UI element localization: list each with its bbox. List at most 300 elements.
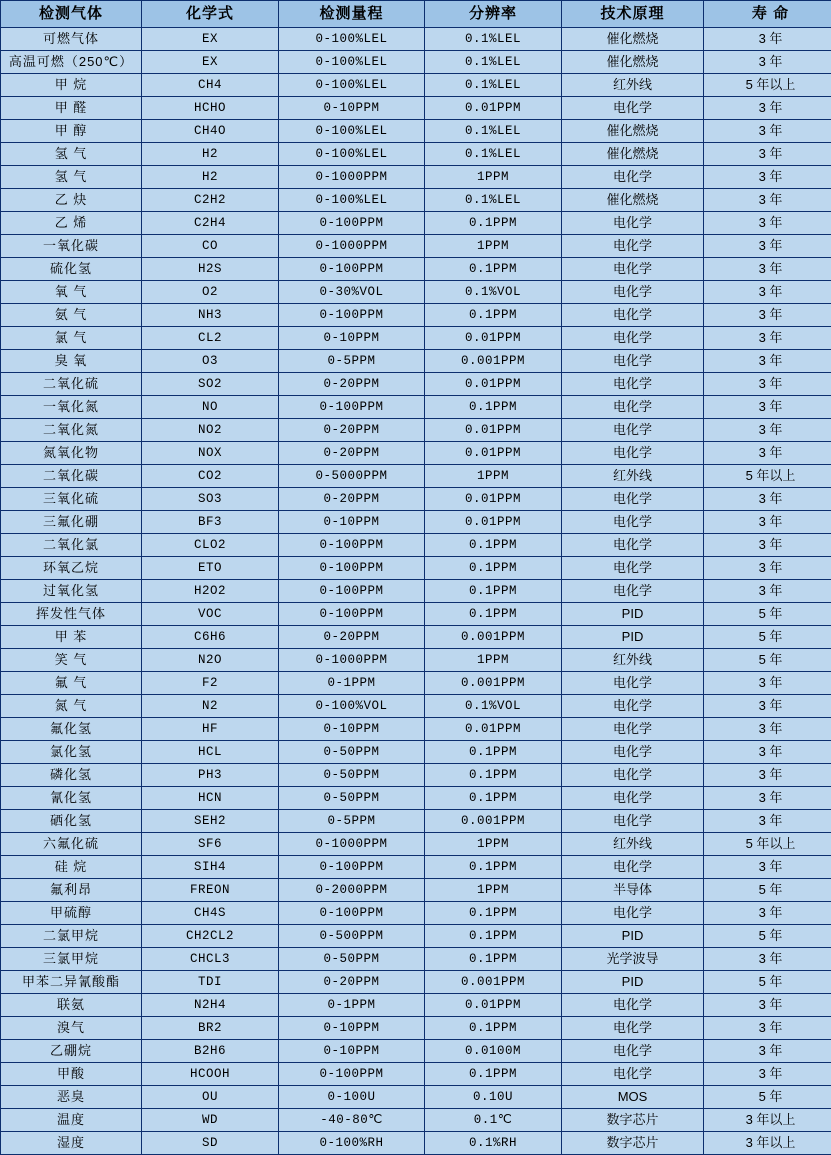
table-row bbox=[1, 557, 831, 580]
table-row bbox=[1, 120, 831, 143]
cell-range: 0-20PPM bbox=[279, 626, 425, 649]
cell-resolution: 0.1PPM bbox=[425, 856, 562, 879]
cell-range: 0-10PPM bbox=[279, 97, 425, 120]
table-row bbox=[1, 787, 831, 810]
cell-gas-name: 乙硼烷 bbox=[1, 1040, 142, 1063]
table-row bbox=[1, 235, 831, 258]
cell-gas-name: 氧 气 bbox=[1, 281, 142, 304]
cell-resolution: 0.10U bbox=[425, 1086, 562, 1109]
cell-formula: B2H6 bbox=[142, 1040, 279, 1063]
table-row bbox=[1, 994, 831, 1017]
cell-principle: 电化学 bbox=[562, 235, 704, 258]
cell-principle: 电化学 bbox=[562, 511, 704, 534]
cell-range: 0-100PPM bbox=[279, 603, 425, 626]
cell-range: 0-100%LEL bbox=[279, 51, 425, 74]
cell-gas-name: 氟化氢 bbox=[1, 718, 142, 741]
table-row bbox=[1, 327, 831, 350]
cell-principle: 电化学 bbox=[562, 1063, 704, 1086]
cell-lifetime: 3 年 bbox=[704, 1040, 831, 1063]
table-row bbox=[1, 695, 831, 718]
table-row bbox=[1, 97, 831, 120]
cell-gas-name: 过氧化氢 bbox=[1, 580, 142, 603]
cell-gas-name: 联氨 bbox=[1, 994, 142, 1017]
cell-lifetime: 3 年 bbox=[704, 695, 831, 718]
table-row bbox=[1, 764, 831, 787]
cell-gas-name: 溴气 bbox=[1, 1017, 142, 1040]
table-row bbox=[1, 741, 831, 764]
cell-formula: C6H6 bbox=[142, 626, 279, 649]
cell-principle: 电化学 bbox=[562, 764, 704, 787]
cell-gas-name: 臭 氧 bbox=[1, 350, 142, 373]
cell-range: 0-100PPM bbox=[279, 534, 425, 557]
cell-gas-name: 挥发性气体 bbox=[1, 603, 142, 626]
table-row bbox=[1, 856, 831, 879]
cell-range: 0-10PPM bbox=[279, 327, 425, 350]
table-header bbox=[1, 1, 831, 28]
cell-formula: C2H2 bbox=[142, 189, 279, 212]
cell-resolution: 0.0100M bbox=[425, 1040, 562, 1063]
cell-lifetime: 5 年 bbox=[704, 603, 831, 626]
cell-principle: 电化学 bbox=[562, 373, 704, 396]
cell-range: 0-10PPM bbox=[279, 1040, 425, 1063]
table-row bbox=[1, 902, 831, 925]
cell-lifetime: 3 年 bbox=[704, 580, 831, 603]
cell-gas-name: 氯 气 bbox=[1, 327, 142, 350]
cell-principle: 电化学 bbox=[562, 281, 704, 304]
table-row bbox=[1, 281, 831, 304]
cell-formula: O2 bbox=[142, 281, 279, 304]
cell-resolution: 0.01PPM bbox=[425, 327, 562, 350]
cell-gas-name: 甲苯二异氰酸酯 bbox=[1, 971, 142, 994]
cell-gas-name: 二氧化氮 bbox=[1, 419, 142, 442]
cell-formula: SF6 bbox=[142, 833, 279, 856]
cell-gas-name: 甲酸 bbox=[1, 1063, 142, 1086]
cell-resolution: 0.1%LEL bbox=[425, 189, 562, 212]
cell-principle: MOS bbox=[562, 1086, 704, 1109]
table-row bbox=[1, 718, 831, 741]
cell-range: 0-100U bbox=[279, 1086, 425, 1109]
cell-principle: 电化学 bbox=[562, 810, 704, 833]
cell-lifetime: 3 年 bbox=[704, 741, 831, 764]
column-header-range: 检测量程 bbox=[279, 1, 425, 28]
table-row bbox=[1, 304, 831, 327]
table-row bbox=[1, 1040, 831, 1063]
cell-gas-name: 六氟化硫 bbox=[1, 833, 142, 856]
cell-gas-name: 一氧化碳 bbox=[1, 235, 142, 258]
cell-resolution: 0.1PPM bbox=[425, 258, 562, 281]
cell-resolution: 0.1%LEL bbox=[425, 28, 562, 51]
cell-lifetime: 3 年 bbox=[704, 1063, 831, 1086]
cell-range: 0-100%LEL bbox=[279, 143, 425, 166]
cell-lifetime: 5 年以上 bbox=[704, 465, 831, 488]
cell-lifetime: 3 年 bbox=[704, 166, 831, 189]
cell-resolution: 0.001PPM bbox=[425, 672, 562, 695]
cell-range: 0-100PPM bbox=[279, 212, 425, 235]
table-row bbox=[1, 1086, 831, 1109]
cell-lifetime: 3 年 bbox=[704, 787, 831, 810]
cell-range: 0-10PPM bbox=[279, 718, 425, 741]
table-row bbox=[1, 488, 831, 511]
cell-resolution: 0.1%LEL bbox=[425, 143, 562, 166]
cell-formula: TDI bbox=[142, 971, 279, 994]
cell-lifetime: 5 年 bbox=[704, 925, 831, 948]
cell-resolution: 0.01PPM bbox=[425, 511, 562, 534]
cell-range: 0-100%RH bbox=[279, 1132, 425, 1155]
table-row bbox=[1, 833, 831, 856]
table-row bbox=[1, 810, 831, 833]
cell-gas-name: 二氧化氯 bbox=[1, 534, 142, 557]
table-row bbox=[1, 442, 831, 465]
table-row bbox=[1, 258, 831, 281]
cell-principle: PID bbox=[562, 626, 704, 649]
cell-lifetime: 3 年 bbox=[704, 902, 831, 925]
table-row bbox=[1, 879, 831, 902]
cell-formula: CLO2 bbox=[142, 534, 279, 557]
cell-principle: 电化学 bbox=[562, 212, 704, 235]
cell-formula: HF bbox=[142, 718, 279, 741]
cell-principle: 电化学 bbox=[562, 488, 704, 511]
cell-gas-name: 恶臭 bbox=[1, 1086, 142, 1109]
cell-range: 0-100PPM bbox=[279, 557, 425, 580]
cell-gas-name: 环氧乙烷 bbox=[1, 557, 142, 580]
cell-resolution: 0.1%LEL bbox=[425, 120, 562, 143]
cell-lifetime: 5 年 bbox=[704, 879, 831, 902]
cell-gas-name: 氨 气 bbox=[1, 304, 142, 327]
cell-formula: EX bbox=[142, 28, 279, 51]
table-row bbox=[1, 189, 831, 212]
cell-range: 0-50PPM bbox=[279, 764, 425, 787]
cell-gas-name: 氮氧化物 bbox=[1, 442, 142, 465]
cell-resolution: 0.01PPM bbox=[425, 97, 562, 120]
cell-principle: 电化学 bbox=[562, 396, 704, 419]
cell-formula: HCL bbox=[142, 741, 279, 764]
cell-principle: 电化学 bbox=[562, 856, 704, 879]
cell-lifetime: 3 年 bbox=[704, 810, 831, 833]
cell-principle: 光学波导 bbox=[562, 948, 704, 971]
cell-lifetime: 5 年 bbox=[704, 1086, 831, 1109]
cell-lifetime: 3 年 bbox=[704, 212, 831, 235]
cell-range: 0-1000PPM bbox=[279, 235, 425, 258]
cell-range: 0-100PPM bbox=[279, 258, 425, 281]
cell-range: 0-20PPM bbox=[279, 971, 425, 994]
table-row bbox=[1, 1063, 831, 1086]
cell-resolution: 1PPM bbox=[425, 166, 562, 189]
cell-gas-name: 氢 气 bbox=[1, 143, 142, 166]
cell-range: 0-100PPM bbox=[279, 304, 425, 327]
cell-lifetime: 3 年 bbox=[704, 672, 831, 695]
cell-principle: 电化学 bbox=[562, 442, 704, 465]
cell-principle: 电化学 bbox=[562, 902, 704, 925]
cell-gas-name: 笑 气 bbox=[1, 649, 142, 672]
table-row bbox=[1, 465, 831, 488]
cell-lifetime: 5 年以上 bbox=[704, 833, 831, 856]
cell-formula: PH3 bbox=[142, 764, 279, 787]
table-row bbox=[1, 672, 831, 695]
cell-principle: 电化学 bbox=[562, 672, 704, 695]
cell-principle: 红外线 bbox=[562, 833, 704, 856]
cell-gas-name: 氢 气 bbox=[1, 166, 142, 189]
cell-formula: BR2 bbox=[142, 1017, 279, 1040]
cell-lifetime: 3 年 bbox=[704, 373, 831, 396]
cell-resolution: 0.1%RH bbox=[425, 1132, 562, 1155]
column-header-formula: 化学式 bbox=[142, 1, 279, 28]
cell-range: 0-100PPM bbox=[279, 1063, 425, 1086]
cell-gas-name: 氰化氢 bbox=[1, 787, 142, 810]
cell-lifetime: 5 年以上 bbox=[704, 74, 831, 97]
cell-principle: 电化学 bbox=[562, 994, 704, 1017]
cell-formula: C2H4 bbox=[142, 212, 279, 235]
cell-range: 0-50PPM bbox=[279, 741, 425, 764]
table-row bbox=[1, 580, 831, 603]
cell-lifetime: 3 年 bbox=[704, 764, 831, 787]
cell-resolution: 0.1%LEL bbox=[425, 74, 562, 97]
column-header-gas-name: 检测气体 bbox=[1, 1, 142, 28]
cell-lifetime: 3 年 bbox=[704, 856, 831, 879]
table-row bbox=[1, 925, 831, 948]
column-header-lifetime: 寿 命 bbox=[704, 1, 831, 28]
cell-formula: O3 bbox=[142, 350, 279, 373]
cell-gas-name: 二氧化硫 bbox=[1, 373, 142, 396]
cell-principle: 红外线 bbox=[562, 74, 704, 97]
cell-gas-name: 二氧化碳 bbox=[1, 465, 142, 488]
cell-resolution: 0.1PPM bbox=[425, 304, 562, 327]
cell-principle: 催化燃烧 bbox=[562, 28, 704, 51]
cell-range: 0-30%VOL bbox=[279, 281, 425, 304]
table-row bbox=[1, 143, 831, 166]
cell-lifetime: 3 年 bbox=[704, 304, 831, 327]
cell-range: 0-100PPM bbox=[279, 396, 425, 419]
table-row bbox=[1, 373, 831, 396]
cell-gas-name: 磷化氢 bbox=[1, 764, 142, 787]
cell-formula: SD bbox=[142, 1132, 279, 1155]
cell-range: 0-10PPM bbox=[279, 1017, 425, 1040]
table-row bbox=[1, 1017, 831, 1040]
cell-resolution: 0.001PPM bbox=[425, 350, 562, 373]
cell-lifetime: 3 年 bbox=[704, 51, 831, 74]
table-row bbox=[1, 212, 831, 235]
cell-lifetime: 3 年 bbox=[704, 534, 831, 557]
cell-formula: H2O2 bbox=[142, 580, 279, 603]
cell-range: 0-500PPM bbox=[279, 925, 425, 948]
cell-resolution: 0.1PPM bbox=[425, 925, 562, 948]
cell-resolution: 0.1PPM bbox=[425, 1017, 562, 1040]
cell-principle: PID bbox=[562, 603, 704, 626]
cell-formula: WD bbox=[142, 1109, 279, 1132]
cell-range: 0-5000PPM bbox=[279, 465, 425, 488]
cell-lifetime: 3 年 bbox=[704, 396, 831, 419]
cell-gas-name: 甲硫醇 bbox=[1, 902, 142, 925]
cell-principle: 电化学 bbox=[562, 304, 704, 327]
cell-principle: PID bbox=[562, 925, 704, 948]
cell-range: 0-100PPM bbox=[279, 580, 425, 603]
cell-principle: 电化学 bbox=[562, 718, 704, 741]
cell-formula: SO2 bbox=[142, 373, 279, 396]
cell-gas-name: 乙 炔 bbox=[1, 189, 142, 212]
cell-principle: 红外线 bbox=[562, 649, 704, 672]
cell-range: 0-100PPM bbox=[279, 856, 425, 879]
cell-formula: CH4 bbox=[142, 74, 279, 97]
table-row bbox=[1, 350, 831, 373]
cell-gas-name: 三氯甲烷 bbox=[1, 948, 142, 971]
cell-range: 0-1000PPM bbox=[279, 649, 425, 672]
cell-gas-name: 甲 苯 bbox=[1, 626, 142, 649]
cell-lifetime: 3 年 bbox=[704, 442, 831, 465]
cell-range: 0-100PPM bbox=[279, 902, 425, 925]
cell-lifetime: 3 年 bbox=[704, 28, 831, 51]
cell-principle: 电化学 bbox=[562, 97, 704, 120]
table-body bbox=[1, 28, 831, 1155]
cell-formula: NO2 bbox=[142, 419, 279, 442]
cell-range: 0-20PPM bbox=[279, 419, 425, 442]
cell-formula: NOX bbox=[142, 442, 279, 465]
cell-principle: 半导体 bbox=[562, 879, 704, 902]
cell-formula: EX bbox=[142, 51, 279, 74]
cell-resolution: 0.1PPM bbox=[425, 787, 562, 810]
cell-lifetime: 3 年 bbox=[704, 994, 831, 1017]
cell-gas-name: 氟利昂 bbox=[1, 879, 142, 902]
table-row bbox=[1, 511, 831, 534]
cell-gas-name: 可燃气体 bbox=[1, 28, 142, 51]
cell-range: 0-100%VOL bbox=[279, 695, 425, 718]
cell-resolution: 0.1PPM bbox=[425, 396, 562, 419]
cell-gas-name: 三氧化硫 bbox=[1, 488, 142, 511]
cell-formula: CHCL3 bbox=[142, 948, 279, 971]
cell-lifetime: 3 年 bbox=[704, 120, 831, 143]
cell-lifetime: 3 年 bbox=[704, 258, 831, 281]
cell-gas-name: 甲 烷 bbox=[1, 74, 142, 97]
cell-lifetime: 3 年 bbox=[704, 1017, 831, 1040]
cell-gas-name: 高温可燃（250℃） bbox=[1, 51, 142, 74]
cell-formula: H2 bbox=[142, 166, 279, 189]
cell-formula: H2 bbox=[142, 143, 279, 166]
cell-resolution: 0.1℃ bbox=[425, 1109, 562, 1132]
cell-formula: NO bbox=[142, 396, 279, 419]
table-row bbox=[1, 166, 831, 189]
table-row bbox=[1, 51, 831, 74]
cell-lifetime: 3 年 bbox=[704, 419, 831, 442]
cell-formula: SIH4 bbox=[142, 856, 279, 879]
cell-gas-name: 三氟化硼 bbox=[1, 511, 142, 534]
table-row bbox=[1, 28, 831, 51]
cell-formula: SO3 bbox=[142, 488, 279, 511]
table-row bbox=[1, 419, 831, 442]
cell-resolution: 1PPM bbox=[425, 235, 562, 258]
cell-gas-name: 二氯甲烷 bbox=[1, 925, 142, 948]
cell-formula: HCN bbox=[142, 787, 279, 810]
cell-resolution: 0.01PPM bbox=[425, 994, 562, 1017]
cell-principle: 催化燃烧 bbox=[562, 143, 704, 166]
table-row bbox=[1, 626, 831, 649]
cell-formula: N2 bbox=[142, 695, 279, 718]
cell-range: 0-100%LEL bbox=[279, 28, 425, 51]
cell-resolution: 0.1%VOL bbox=[425, 281, 562, 304]
cell-principle: 电化学 bbox=[562, 534, 704, 557]
cell-principle: 电化学 bbox=[562, 350, 704, 373]
cell-range: 0-1PPM bbox=[279, 672, 425, 695]
cell-resolution: 0.1%VOL bbox=[425, 695, 562, 718]
cell-gas-name: 温度 bbox=[1, 1109, 142, 1132]
cell-range: 0-5PPM bbox=[279, 810, 425, 833]
cell-formula: VOC bbox=[142, 603, 279, 626]
cell-lifetime: 3 年以上 bbox=[704, 1109, 831, 1132]
cell-principle: 红外线 bbox=[562, 465, 704, 488]
cell-principle: 电化学 bbox=[562, 1040, 704, 1063]
cell-formula: CH2CL2 bbox=[142, 925, 279, 948]
cell-lifetime: 3 年 bbox=[704, 235, 831, 258]
cell-principle: 催化燃烧 bbox=[562, 120, 704, 143]
cell-resolution: 0.1PPM bbox=[425, 534, 562, 557]
column-header-principle: 技术原理 bbox=[562, 1, 704, 28]
cell-formula: ETO bbox=[142, 557, 279, 580]
cell-resolution: 0.1PPM bbox=[425, 580, 562, 603]
cell-gas-name: 氯化氢 bbox=[1, 741, 142, 764]
cell-principle: 电化学 bbox=[562, 1017, 704, 1040]
cell-principle: 电化学 bbox=[562, 327, 704, 350]
cell-resolution: 0.1PPM bbox=[425, 212, 562, 235]
cell-formula: H2S bbox=[142, 258, 279, 281]
cell-formula: N2O bbox=[142, 649, 279, 672]
cell-resolution: 0.1%LEL bbox=[425, 51, 562, 74]
cell-resolution: 0.1PPM bbox=[425, 764, 562, 787]
cell-gas-name: 氟 气 bbox=[1, 672, 142, 695]
cell-formula: CO bbox=[142, 235, 279, 258]
cell-resolution: 1PPM bbox=[425, 833, 562, 856]
cell-resolution: 0.1PPM bbox=[425, 902, 562, 925]
cell-range: 0-50PPM bbox=[279, 787, 425, 810]
table-header-row bbox=[1, 1, 831, 28]
cell-lifetime: 3 年 bbox=[704, 189, 831, 212]
cell-principle: 电化学 bbox=[562, 166, 704, 189]
table-row bbox=[1, 971, 831, 994]
cell-range: 0-1000PPM bbox=[279, 833, 425, 856]
cell-principle: 数字芯片 bbox=[562, 1109, 704, 1132]
cell-gas-name: 甲 醛 bbox=[1, 97, 142, 120]
table-row bbox=[1, 1132, 831, 1155]
cell-range: 0-100%LEL bbox=[279, 74, 425, 97]
cell-resolution: 0.01PPM bbox=[425, 488, 562, 511]
cell-lifetime: 3 年 bbox=[704, 281, 831, 304]
cell-lifetime: 5 年 bbox=[704, 649, 831, 672]
cell-resolution: 0.1PPM bbox=[425, 1063, 562, 1086]
table-row bbox=[1, 534, 831, 557]
cell-gas-name: 硫化氢 bbox=[1, 258, 142, 281]
cell-resolution: 0.1PPM bbox=[425, 741, 562, 764]
table-row bbox=[1, 1109, 831, 1132]
cell-principle: 电化学 bbox=[562, 695, 704, 718]
cell-gas-name: 甲 醇 bbox=[1, 120, 142, 143]
cell-formula: HCOOH bbox=[142, 1063, 279, 1086]
cell-formula: SEH2 bbox=[142, 810, 279, 833]
cell-range: 0-20PPM bbox=[279, 488, 425, 511]
cell-resolution: 0.01PPM bbox=[425, 373, 562, 396]
cell-lifetime: 3 年 bbox=[704, 143, 831, 166]
cell-lifetime: 3 年 bbox=[704, 350, 831, 373]
cell-range: 0-1PPM bbox=[279, 994, 425, 1017]
cell-lifetime: 3 年以上 bbox=[704, 1132, 831, 1155]
cell-formula: CO2 bbox=[142, 465, 279, 488]
table-row bbox=[1, 948, 831, 971]
cell-gas-name: 硅 烷 bbox=[1, 856, 142, 879]
cell-lifetime: 3 年 bbox=[704, 327, 831, 350]
cell-principle: 电化学 bbox=[562, 557, 704, 580]
cell-lifetime: 3 年 bbox=[704, 718, 831, 741]
cell-formula: CH4S bbox=[142, 902, 279, 925]
cell-resolution: 0.01PPM bbox=[425, 419, 562, 442]
cell-formula: HCHO bbox=[142, 97, 279, 120]
cell-formula: CL2 bbox=[142, 327, 279, 350]
cell-lifetime: 5 年 bbox=[704, 626, 831, 649]
cell-range: 0-2000PPM bbox=[279, 879, 425, 902]
